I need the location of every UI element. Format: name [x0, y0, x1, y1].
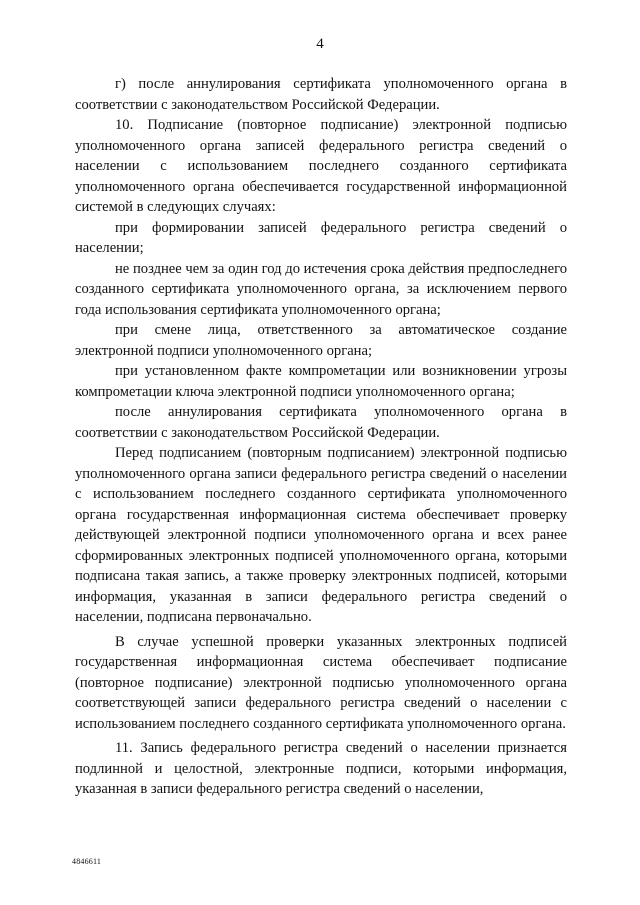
page-number: 4: [316, 36, 324, 52]
paragraph-11: 11. Запись федерального регистра сведений о населении признается подлинной и целостной, электронные подписи, которыми информация, указанная в записи федерального регистра сведений о населении,: [75, 740, 567, 797]
document-code: 4846611: [72, 857, 102, 866]
paragraph-case-compromise: при установленном факте компрометации или возникновении угрозы компрометации ключа электронной подписи уполномоченного органа;: [75, 363, 567, 400]
paragraph-case-expiry: не позднее чем за один год до истечения срока действия предпоследнего созданного сертификата уполномоченного органа, за исключением первого года использования сертификата уполномоченного органа;: [75, 260, 567, 318]
paragraph-item-g: г) после аннулирования сертификата уполномоченного органа в соответствии с законодательством Российской Федерации.: [75, 76, 567, 113]
paragraph-successful-check: В случае успешной проверки указанных электронных подписей государственная информационная система обеспечивает подписание (повторное подписание) электронной подписью уполномоченного органа соответствующей записи федерального регистра сведений о населении с использованием последнего созданного сертификата уполномоченного органа.: [75, 633, 567, 732]
document-body: [75, 74, 567, 800]
paragraph-verification: Перед подписанием (повторным подписанием) электронной подписью уполномоченного органа записи федерального регистра сведений о населении с использованием последнего созданного сертификата уполномоченного органа государственная информационная система обеспечивает проверку действующей электронной подписи уполномоченного органа и всех ранее сформированных электронных подписей уполномоченного органа, которыми подписана такая запись, а также проверку электронных подписей, которыми информация, указанная в записи федерального регистра сведений о населении, подписана первоначально.: [75, 445, 567, 625]
paragraph-case-revocation: после аннулирования сертификата уполномоченного органа в соответствии с законодательством Российской Федерации.: [75, 404, 567, 441]
paragraph-10: 10. Подписание (повторное подписание) электронной подписью уполномоченного органа записей федерального регистра сведений о населении с использованием последнего созданного сертификата уполномоченного органа обеспечивается государственной информационной системой в следующих случаях:: [75, 117, 567, 215]
paragraph-case-forming: при формировании записей федерального регистра сведений о населении;: [75, 219, 567, 256]
paragraph-case-person-change: при смене лица, ответственного за автоматическое создание электронной подписи уполномоченного органа;: [75, 322, 567, 359]
